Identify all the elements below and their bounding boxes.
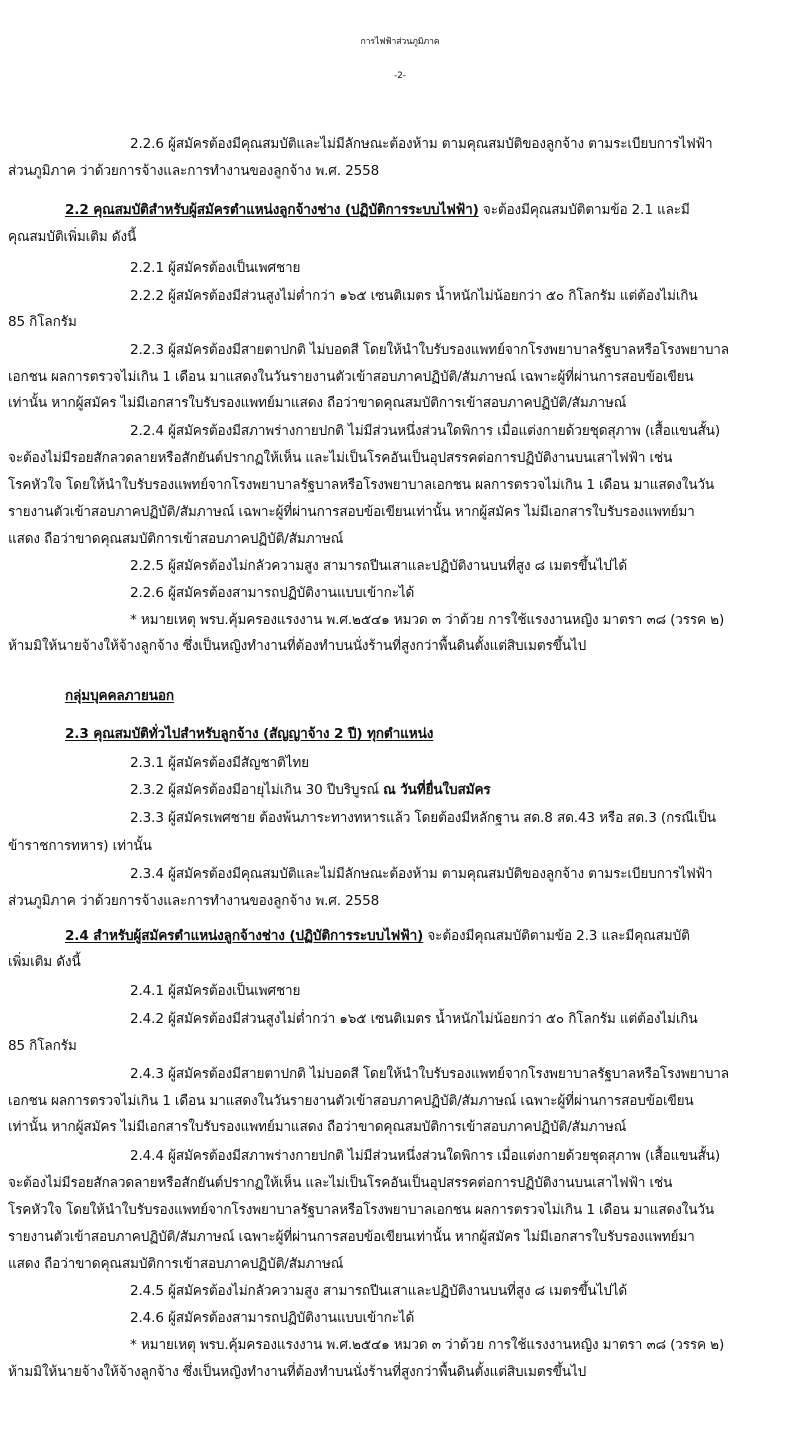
item-2-2-3-line-1: 2.2.3 ผู้สมัครต้องมีสายตาปกติ ไม่บอดสี โดยให้นำใบรับรองแพทย์จากโรงพยาบาลรัฐบาลหรือโรงพยาบาล	[130, 342, 729, 358]
section-2-2-note-line-2: ห้ามมิให้นายจ้างให้จ้างลูกจ้าง ซึ่งเป็นหญิงทำงานที่ต้องทำบนนั่งร้านที่สูงกว่าพื้นดินตั้งแต่สิบเมตรขึ้นไป	[8, 638, 587, 654]
item-2-2-4-line-4: รายงานตัวเข้าสอบภาคปฏิบัติ/สัมภาษณ์ เฉพาะผู้ที่ผ่านการสอบข้อเขียนเท่านั้น หากผู้สมัคร ไม่มีเอกสารใบรับรองแพทย์มา	[8, 504, 695, 520]
item-2-2-3-line-2: เอกชน ผลการตรวจไม่เกิน 1 เดือน มาแสดงในวันรายงานตัวเข้าสอบภาคปฏิบัติ/สัมภาษณ์ เฉพาะผู้ที่ผ่านการสอบข้อเขียน	[8, 369, 694, 385]
item-2-3-1: 2.3.1 ผู้สมัครต้องมีสัญชาติไทย	[130, 755, 309, 771]
item-2-3-2-line	[130, 784, 491, 798]
section-2-2-note-line-1: * หมายเหตุ พรบ.คุ้มครองแรงงาน พ.ศ.๒๕๔๑ หมวด ๓ ว่าด้วย การใช้แรงงานหญิง มาตรา ๓๘ (วรรค ๒)	[130, 612, 725, 628]
item-2-4-3-line-1: 2.4.3 ผู้สมัครต้องมีสายตาปกติ ไม่บอดสี โดยให้นำใบรับรองแพทย์จากโรงพยาบาลรัฐบาลหรือโรงพยาบาล	[130, 1066, 729, 1082]
item-2-3-3-line-1: 2.3.3 ผู้สมัครเพศชาย ต้องพ้นภาระทางทหารแล้ว โดยต้องมีหลักฐาน สด.8 สด.43 หรือ สด.3 (กรณีเป็น	[130, 810, 716, 826]
item-2-2-3-line-3: เท่านั้น หากผู้สมัคร ไม่มีเอกสารใบรับรองแพทย์มาแสดง ถือว่าขาดคุณสมบัติการเข้าสอบภาคปฏิบัติ/สัมภาษณ์	[8, 395, 627, 411]
item-2-4-4-line-1: 2.4.4 ผู้สมัครต้องมีสภาพร่างกายปกติ ไม่มีส่วนหนึ่งส่วนใดพิการ เมื่อแต่งกายด้วยชุดสุภาพ (เสื้อแขนสั้น)	[130, 1148, 720, 1164]
item-2-2-2-line-2: 85 กิโลกรัม	[8, 314, 77, 330]
item-2-2-5: 2.2.5 ผู้สมัครต้องไม่กลัวความสูง สามารถปีนเสาและปฏิบัติงานบนที่สูง ๘ เมตรขึ้นไปได้	[130, 558, 628, 574]
item-2-4-2-line-1: 2.4.2 ผู้สมัครต้องมีส่วนสูงไม่ต่ำกว่า ๑๖๕ เซนติเมตร น้ำหนักไม่น้อยกว่า ๕๐ กิโลกรัม แต่ต้องไม่เกิน	[130, 1011, 698, 1027]
section-2-4-note-line-1: * หมายเหตุ พรบ.คุ้มครองแรงงาน พ.ศ.๒๕๔๑ หมวด ๓ ว่าด้วย การใช้แรงงานหญิง มาตรา ๓๘ (วรรค ๒)	[130, 1337, 725, 1353]
item-2-4-1: 2.4.1 ผู้สมัครต้องเป็นเพศชาย	[130, 983, 301, 999]
item-2-2-4-line-3: โรคหัวใจ โดยให้นำใบรับรองแพทย์จากโรงพยาบาลรัฐบาลหรือโรงพยาบาลเอกชน ผลการตรวจไม่เกิน 1 เดือน มาแสดงในวัน	[8, 477, 714, 493]
item-2-4-4-line-2: จะต้องไม่มีรอยสักลวดลายหรือสักยันต์ปรากฏให้เห็น และไม่เป็นโรคอันเป็นอุปสรรคต่อการปฏิบัติงานบนเสาไฟฟ้า เช่น	[8, 1175, 673, 1191]
item-2-4-6: 2.4.6 ผู้สมัครต้องสามารถปฏิบัติงานแบบเข้ากะได้	[130, 1310, 415, 1326]
item-2-4-5: 2.4.5 ผู้สมัครต้องไม่กลัวความสูง สามารถปีนเสาและปฏิบัติงานบนที่สูง ๘ เมตรขึ้นไปได้	[130, 1283, 628, 1299]
clause-2-1-item-6-line-1: 2.2.6 ผู้สมัครต้องมีคุณสมบัติและไม่มีลักษณะต้องห้าม ตามคุณสมบัติของลูกจ้าง ตามระเบียบการไฟฟ้า	[130, 136, 713, 152]
item-2-2-6: 2.2.6 ผู้สมัครต้องสามารถปฏิบัติงานแบบเข้ากะได้	[130, 585, 415, 601]
item-2-4-4-line-5: แสดง ถือว่าขาดคุณสมบัติการเข้าสอบภาคปฏิบัติ/สัมภาษณ์	[8, 1256, 344, 1272]
section-2-3-heading: 2.3 คุณสมบัติทั่วไปสำหรับลูกจ้าง (สัญญาจ้าง 2 ปี) ทุกตำแหน่ง	[65, 726, 434, 742]
section-2-2-heading: 2.2 คุณสมบัติสำหรับผู้สมัครตำแหน่งลูกจ้างช่าง (ปฏิบัติการระบบไฟฟ้า)	[65, 202, 479, 218]
item-2-4-3-line-2: เอกชน ผลการตรวจไม่เกิน 1 เดือน มาแสดงในวันรายงานตัวเข้าสอบภาคปฏิบัติ/สัมภาษณ์ เฉพาะผู้ที่ผ่านการสอบข้อเขียน	[8, 1093, 694, 1109]
item-2-4-3-line-3: เท่านั้น หากผู้สมัคร ไม่มีเอกสารใบรับรองแพทย์มาแสดง ถือว่าขาดคุณสมบัติการเข้าสอบภาคปฏิบัติ/สัมภาษณ์	[8, 1119, 627, 1135]
section-2-4-heading-line	[65, 930, 690, 944]
item-2-3-4-line-2: ส่วนภูมิภาค ว่าด้วยการจ้างและการทำงานของลูกจ้าง พ.ศ. 2558	[8, 893, 380, 909]
item-2-2-4-line-1: 2.2.4 ผู้สมัครต้องมีสภาพร่างกายปกติ ไม่มีส่วนหนึ่งส่วนใดพิการ เมื่อแต่งกายด้วยชุดสุภาพ (เสื้อแขนสั้น)	[130, 423, 720, 439]
section-2-4-heading-rest: จะต้องมีคุณสมบัติตามข้อ 2.3 และมีคุณสมบัติ	[423, 928, 690, 944]
item-2-3-4-line-1: 2.3.4 ผู้สมัครต้องมีคุณสมบัติและไม่มีลักษณะต้องห้าม ตามคุณสมบัติของลูกจ้าง ตามระเบียบการไฟฟ้า	[130, 866, 713, 882]
page-header-org: การไฟฟ้าส่วนภูมิภาค	[360, 37, 440, 47]
item-2-4-4-line-4: รายงานตัวเข้าสอบภาคปฏิบัติ/สัมภาษณ์ เฉพาะผู้ที่ผ่านการสอบข้อเขียนเท่านั้น หากผู้สมัคร ไม่มีเอกสารใบรับรองแพทย์มา	[8, 1229, 695, 1245]
section-2-2-line-2: คุณสมบัติเพิ่มเติม ดังนี้	[8, 229, 137, 245]
item-2-2-4-line-5: แสดง ถือว่าขาดคุณสมบัติการเข้าสอบภาคปฏิบัติ/สัมภาษณ์	[8, 531, 344, 547]
item-2-3-3-line-2: ข้าราชการทหาร) เท่านั้น	[8, 838, 152, 854]
group-heading: กลุ่มบุคคลภายนอก	[65, 688, 174, 704]
clause-2-1-item-6-line-2: ส่วนภูมิภาค ว่าด้วยการจ้างและการทำงานของลูกจ้าง พ.ศ. 2558	[8, 163, 380, 179]
item-2-2-4-line-2: จะต้องไม่มีรอยสักลวดลายหรือสักยันต์ปรากฏให้เห็น และไม่เป็นโรคอันเป็นอุปสรรคต่อการปฏิบัติงานบนเสาไฟฟ้า เช่น	[8, 450, 673, 466]
item-2-4-2-line-2: 85 กิโลกรัม	[8, 1038, 77, 1054]
section-2-2-heading-rest: จะต้องมีคุณสมบัติตามข้อ 2.1 และมี	[478, 202, 690, 218]
section-2-2-heading-line	[65, 204, 690, 218]
section-2-4-note-line-2: ห้ามมิให้นายจ้างให้จ้างลูกจ้าง ซึ่งเป็นหญิงทำงานที่ต้องทำบนนั่งร้านที่สูงกว่าพื้นดินตั้งแต่สิบเมตรขึ้นไป	[8, 1364, 587, 1380]
item-2-2-1: 2.2.1 ผู้สมัครต้องเป็นเพศชาย	[130, 260, 301, 276]
section-2-4-line-2: เพิ่มเติม ดังนี้	[8, 954, 81, 970]
item-2-3-2: 2.3.2 ผู้สมัครต้องมีอายุไม่เกิน 30 ปีบริบูรณ์	[130, 782, 384, 798]
item-2-3-2-emphasis: ณ วันที่ยื่นใบสมัคร	[383, 782, 491, 798]
section-2-4-heading: 2.4 สำหรับผู้สมัครตำแหน่งลูกจ้างช่าง (ปฏิบัติการระบบไฟฟ้า)	[65, 928, 424, 944]
item-2-4-4-line-3: โรคหัวใจ โดยให้นำใบรับรองแพทย์จากโรงพยาบาลรัฐบาลหรือโรงพยาบาลเอกชน ผลการตรวจไม่เกิน 1 เดือน มาแสดงในวัน	[8, 1202, 714, 1218]
page-number: -2-	[394, 71, 406, 81]
item-2-2-2-line-1: 2.2.2 ผู้สมัครต้องมีส่วนสูงไม่ต่ำกว่า ๑๖๕ เซนติเมตร น้ำหนักไม่น้อยกว่า ๕๐ กิโลกรัม แต่ต้องไม่เกิน	[130, 288, 698, 304]
